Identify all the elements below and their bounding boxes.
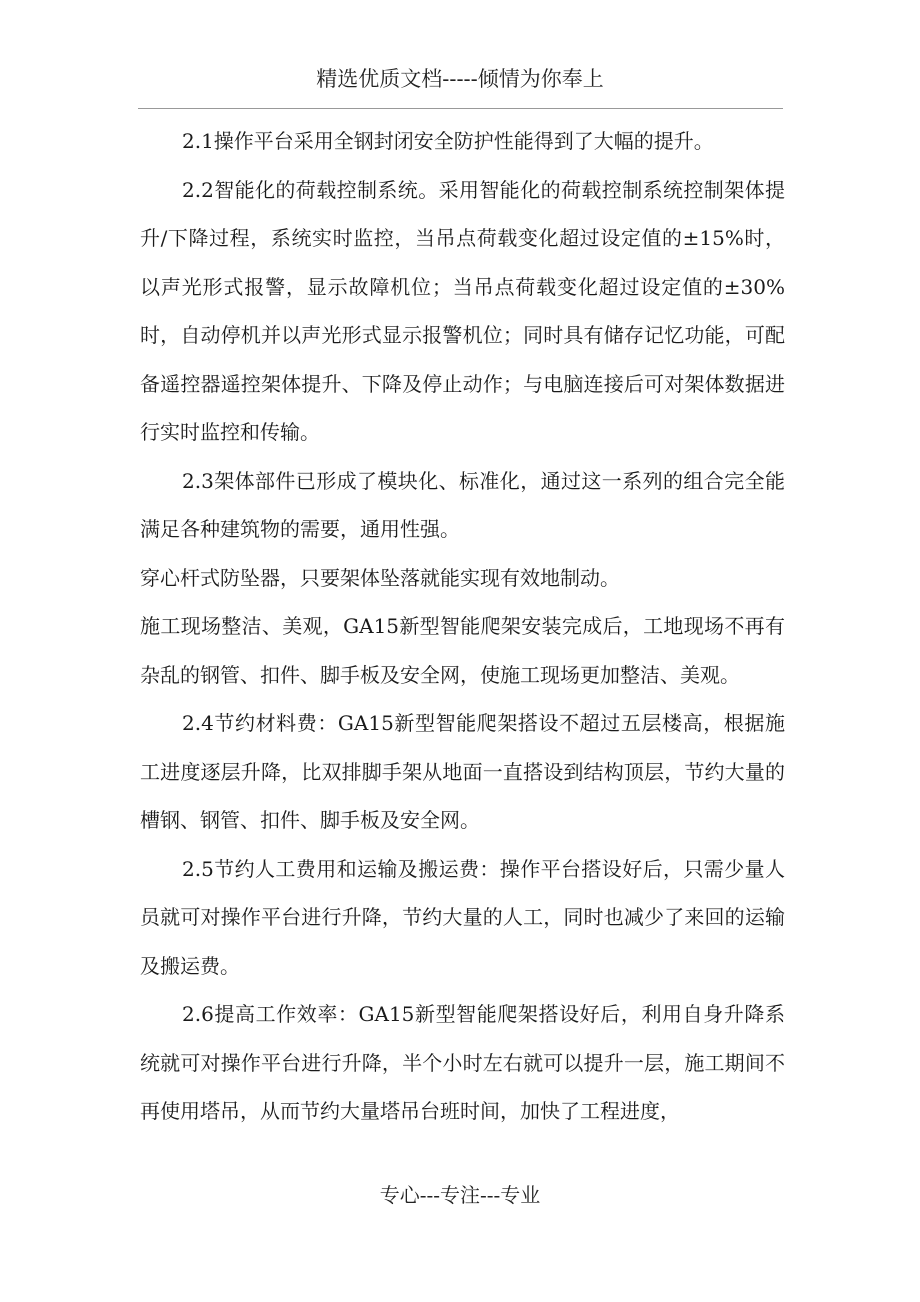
page-footer: 专心---专注---专业 (379, 1183, 541, 1207)
paragraph-2-3: 2.3架体部件已形成了模块化、标准化，通过这一系列的组合完全能满足各种建筑物的需要，通用性强。 (140, 468, 785, 541)
paragraph-anti-fall-device: 穿心杆式防坠器，只要架体坠落就能实现有效地制动。 (140, 565, 620, 590)
paragraph-2-5: 2.5节约人工费用和运输及搬运费：操作平台搭设好后，只需少量人员就可对操作平台进行升降，节约大量的人工，同时也减少了来回的运输及搬运费。 (140, 856, 785, 978)
page-header: 精选优质文档-----倾情为你奉上 (316, 67, 604, 91)
paragraph-2-6: 2.6提高工作效率：GA15新型智能爬架搭设好后，利用自身升降系统就可对操作平台进行升降，半个小时左右就可以提升一层，施工期间不再使用塔吊，从而节约大量塔吊台班时间，加快了工程进度， (140, 1002, 785, 1123)
paragraph-2-1: 2.1操作平台采用全钢封闭安全防护性能得到了大幅的提升。 (182, 129, 714, 153)
document-body (140, 117, 785, 1136)
paragraph-2-2: 2.2智能化的荷载控制系统。采用智能化的荷载控制系统控制架体提升/下降过程，系统实时监控，当吊点荷载变化超过设定值的±15%时，以声光形式报警，显示故障机位；当吊点荷载变化超过设定值的±30%时，自动停机并以声光形式显示报警机位；同时具有储存记忆功能，可配备遥控器遥控架体提升、下降及停止动作；与电脑连接后可对架体数据进行实时监控和传输。 (140, 177, 785, 444)
paragraph-2-4: 2.4节约材料费：GA15新型智能爬架搭设不超过五层楼高，根据施工进度逐层升降，比双排脚手架从地面一直搭设到结构顶层，节约大量的槽钢、钢管、扣件、脚手板及安全网。 (140, 711, 785, 832)
header-divider (138, 108, 783, 109)
paragraph-site-tidiness: 施工现场整洁、美观，GA15新型智能爬架安装完成后，工地现场不再有杂乱的钢管、扣件、脚手板及安全网，使施工现场更加整洁、美观。 (140, 614, 785, 687)
